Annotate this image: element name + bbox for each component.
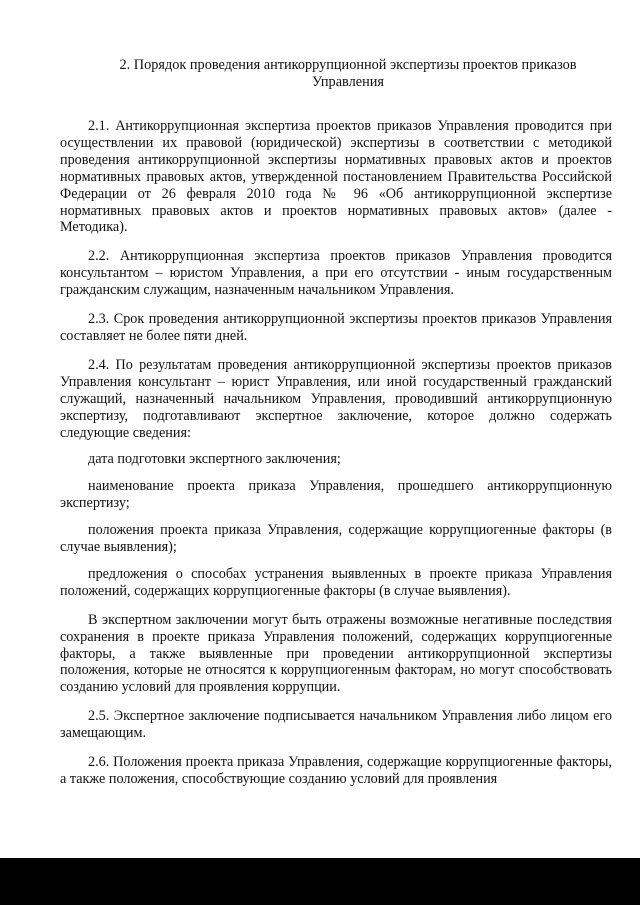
section-heading-line-1: 2. Порядок проведения антикоррупционной экспертизы проектов приказов [119, 57, 577, 73]
paragraph-consequences: В экспертном заключении могут быть отражены возможные негативные последствия сохранения в проекте приказа Управления положений, содержащих коррупциогенные факторы, а также выявленные при проведении антикоррупционной экспертизы положения, которые не относятся к коррупциогенным факторам, но могут способствовать созданию условий для проявления коррупции. [60, 611, 612, 696]
paragraph-2-5: 2.5. Экспертное заключение подписывается начальником Управления либо лицом его замещающим. [60, 708, 612, 742]
section-heading [88, 57, 608, 91]
list-item-proposals: предложения о способах устранения выявленных в проекте приказа Управления положений, содержащих коррупциогенные факторы (в случае выявления). [60, 565, 612, 599]
document-body [60, 118, 612, 788]
paragraph-2-2: 2.2. Антикоррупционная экспертиза проектов приказов Управления проводится консультантом – юристом Управления, а при его отсутствии - иным государственным гражданским служащим, назначенным начальником Управления. [60, 248, 612, 299]
paragraph-2-1: 2.1. Антикоррупционная экспертиза проектов приказов Управления проводится при осуществлении их правовой (юридической) экспертизы в соответствии с методикой проведения антикоррупционной экспертизы нормативных правовых актов и проектов нормативных правовых актов, утвержденной постановлением Правительства Российской Федерации от 26 февраля 2010 года № 96 «Об антикоррупционной экспертизе нормативных правовых актов и проектов нормативных правовых актов» (далее - Методика). [60, 118, 612, 236]
paragraph-2-6: 2.6. Положения проекта приказа Управления, содержащие коррупциогенные факторы, а также положения, способствующие созданию условий для проявления [60, 754, 612, 787]
section-heading-line-2: Управления [312, 74, 384, 90]
scan-bottom-border [0, 858, 640, 905]
list-item-name: наименование проекта приказа Управления, прошедшего антикоррупционную экспертизу; [60, 478, 612, 512]
paragraph-2-4: 2.4. По результатам проведения антикоррупционной экспертизы проектов приказов Управления консультант – юрист Управления, или иной государственный гражданский служащий, назначенный начальником Управления, проводивший антикоррупционную экспертизу, подготавливают экспертное заключение, которое должно содержать следующие сведения: [60, 356, 612, 441]
list-item-provisions: положения проекта приказа Управления, содержащие коррупциогенные факторы (в случае выявления); [60, 522, 612, 556]
paragraph-2-3: 2.3. Срок проведения антикоррупционной экспертизы проектов приказов Управления составляет не более пяти дней. [60, 311, 612, 344]
list-item-date: дата подготовки экспертного заключения; [88, 451, 341, 468]
